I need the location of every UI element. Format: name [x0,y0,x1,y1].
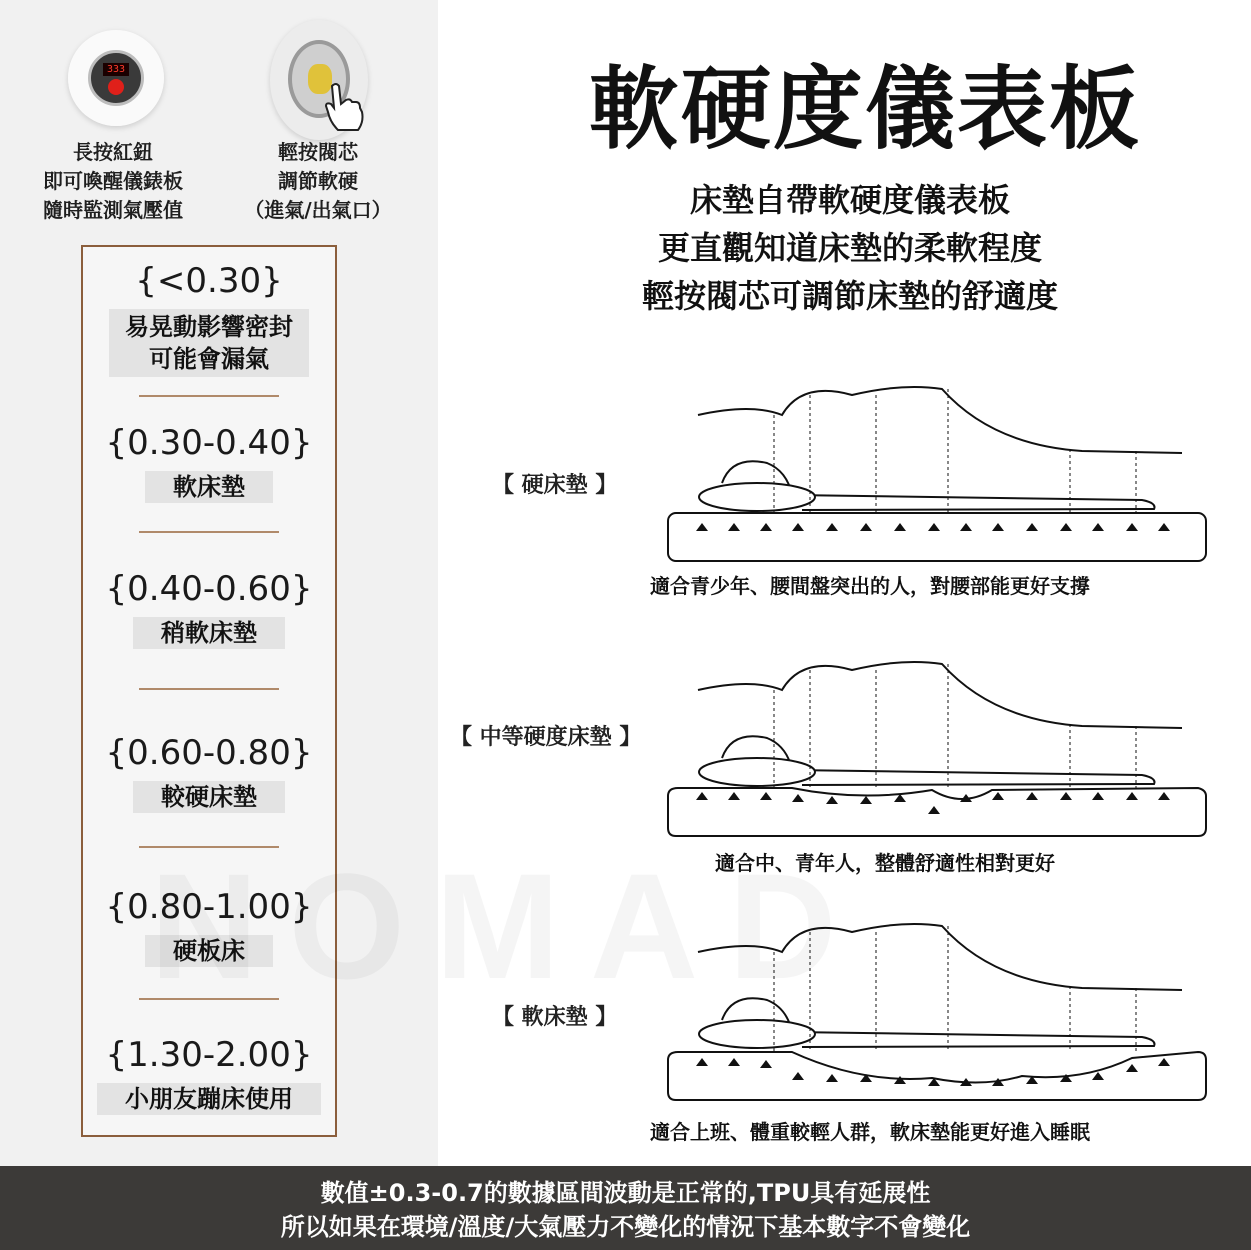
subtitle-line: 更直觀知道床墊的柔軟程度 [657,229,1042,267]
gauge-caption-line: 隨時監測氣壓值 [43,198,183,222]
range-item [83,1035,335,1115]
gauge-caption-line: 長按紅鈕 [73,140,153,164]
range-value: {1.30-2.00} [105,1035,313,1075]
range-value: {0.30-0.40} [105,423,313,463]
range-label: 軟床墊 [145,471,273,503]
pressure-gauge-image [68,30,164,126]
range-value: {0.60-0.80} [105,733,313,773]
gauge-face [88,50,144,106]
range-item [83,261,335,377]
hard-mattress-illustration [662,375,1218,565]
valve-caption-line: 輕按閥芯 [278,140,358,164]
subtitle-line: 床墊自帶軟硬度儀表板 [689,181,1010,219]
divider [139,395,279,397]
range-label-line: 可能會漏氣 [149,345,269,373]
scene-note: 適合青少年、腰間盤突出的人，對腰部能更好支撐 [650,574,1090,598]
range-item [83,733,335,813]
footer-line: 所以如果在環境/溫度/大氣壓力不變化的情況下基本數字不會變化 [280,1213,971,1241]
soft-mattress-illustration [662,912,1218,1102]
range-value: {0.80-1.00} [105,887,313,927]
page-title: 軟硬度儀表板 [589,56,1141,162]
range-label: 較硬床墊 [133,781,285,813]
range-item [83,423,335,503]
scene-tag: 【 硬床墊 】 [492,473,618,498]
range-label: 硬板床 [145,935,273,967]
gauge-caption-line: 即可喚醒儀錶板 [43,169,183,193]
divider [139,688,279,690]
valve-caption-line: 調節軟硬 [278,169,358,193]
range-label: 小朋友蹦床使用 [97,1083,321,1115]
scene-note: 適合中、青年人，整體舒適性相對更好 [715,851,1055,875]
range-item [83,569,335,649]
valve-caption [228,138,408,225]
subtitle-line: 輕按閥芯可調節床墊的舒適度 [641,277,1058,315]
range-value: {0.40-0.60} [105,569,313,609]
medium-mattress-illustration [662,650,1218,840]
scene-tag: 【 軟床墊 】 [492,1005,618,1030]
footer-banner [0,1166,1251,1250]
range-label: 稍軟床墊 [133,617,285,649]
range-label [109,309,309,377]
footer-line: 數值±0.3-0.7的數據區間波動是正常的,TPU具有延展性 [320,1179,931,1207]
range-value: {<0.30} [135,261,283,301]
divider [139,531,279,533]
valve-caption-line: （進氣/出氣口） [244,198,392,222]
gauge-caption [18,138,208,225]
valve-image [270,20,368,140]
scene-note: 適合上班、體重較輕人群，軟床墊能更好進入睡眠 [650,1120,1090,1144]
range-label-line: 易晃動影響密封 [125,313,293,341]
scene-tag: 【 中等硬度床墊 】 [450,725,642,750]
gauge-display: 333 [103,63,129,76]
red-button-icon [108,79,124,95]
pointing-hand-icon [322,82,366,134]
